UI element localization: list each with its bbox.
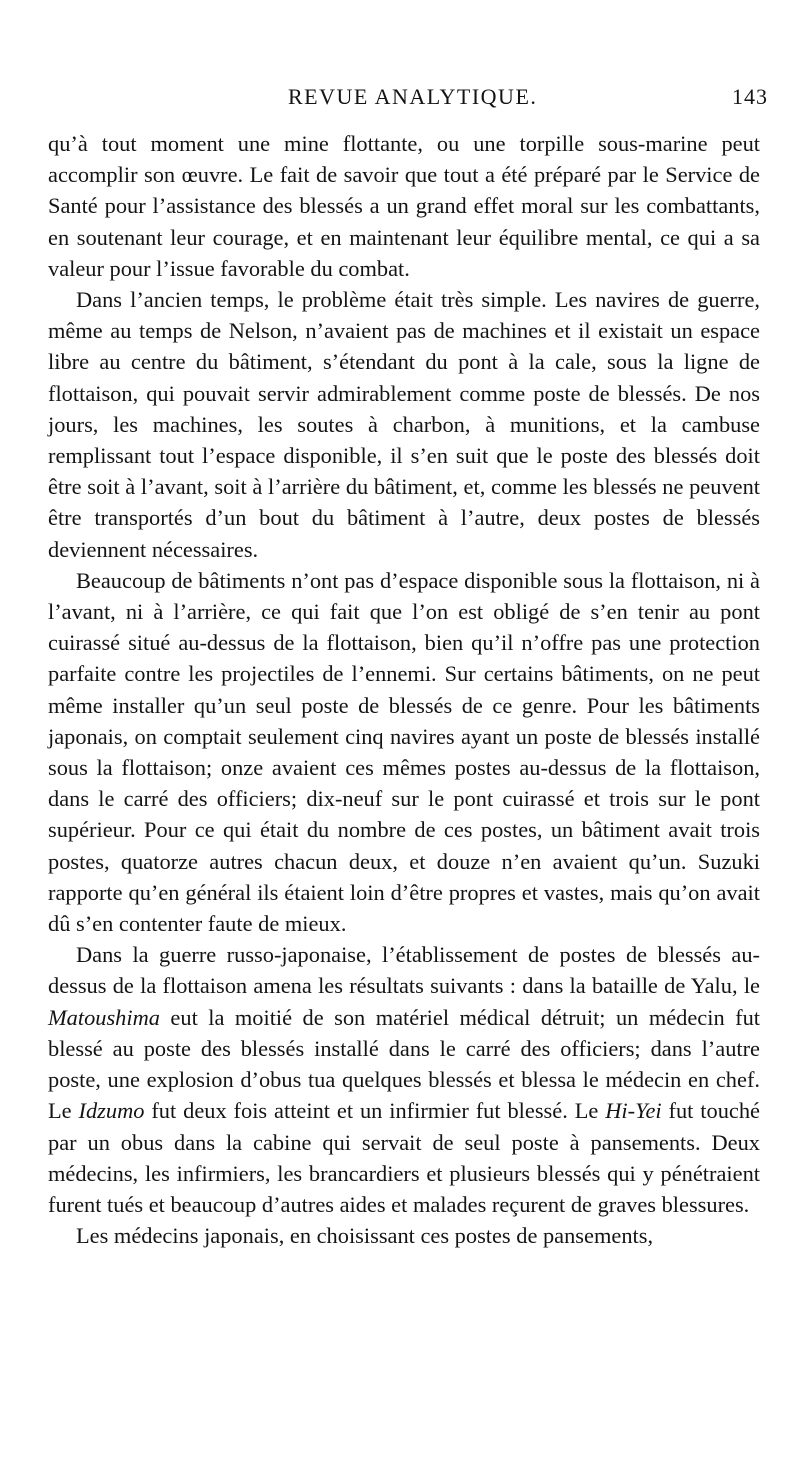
paragraph-text: Dans la guerre russo-japonaise, l’établissement de postes de blessés au-dessus de la flottaison amena les résultats suivants : dans la bataille de Yalu, le [48, 942, 760, 999]
paragraph-text: fut touché par un obus dans la cabine qui servait de seul poste à pansements. Deux médecins, les infirmiers, les brancardiers et plusieurs blessés qui y pénétraient furent tués et beaucoup d’autres aides et malades reçurent de graves blessures. [48, 1098, 760, 1217]
running-title: REVUE ANALYTIQUE. [288, 84, 538, 109]
paragraph-text: Beaucoup de bâtiments n’ont pas d’espace disponible sous la flottaison, ni à l’avant, ni à l’arrière, ce qui fait que l’on est obligé de s’en tenir au pont cuirassé situé au-dessus de la flottaison, bien qu’il n’offre pas une protection parfaite contre les projectiles de l’ennemi. Sur certains bâtiments, on ne peut même installer qu’un seul poste de blessés de ce genre. Pour les bâtiments japonais, on comptait seulement cinq navires ayant un poste de blessés installé sous la flottaison; onze avaient ces mêmes postes au-dessus de la flottaison, dans le carré des officiers; dix-neuf sur le pont cuirassé et trois sur le pont supérieur. Pour ce qui était du nombre de ces postes, un bâtiment avait trois postes, quatorze autres chacun deux, et douze n’en avaient qu’un. Suzuki rapporte qu’en général ils étaient loin d’être propres et vastes, mais qu’on avait dû s’en contenter faute de mieux. [48, 567, 760, 937]
paragraph-text: Dans l’ancien temps, le problème était très simple. Les navires de guerre, même au temps de Nelson, n’avaient pas de machines et il existait un espace libre au centre du bâtiment, s’étendant du pont à la cale, sous la ligne de flottaison, qui pouvait servir admirablement comme poste de blessés. De nos jours, les machines, les soutes à charbon, à munitions, et la cambuse remplissant tout l’espace disponible, il s’en suit que le poste des blessés doit être soit à l’avant, soit à l’arrière du bâtiment, et, comme les blessés ne peuvent être transportés d’un bout du bâtiment à l’autre, deux postes de blessés deviennent nécessaires. [48, 287, 760, 562]
paragraph-2 [48, 284, 760, 565]
ship-name-matoushima: Matoushima [48, 1004, 160, 1030]
page-number: 143 [732, 84, 768, 109]
paragraph-1 [48, 128, 760, 284]
paragraph-text: qu’à tout moment une mine flottante, ou une torpille sous-marine peut accomplir son œuvre. Le fait de savoir que tout a été préparé par le Service de Santé pour l’assistance des blessés a un grand effet moral sur les combattants, en soutenant leur courage, et en maintenant leur équilibre mental, ce qui a sa valeur pour l’issue favorable du combat. [48, 131, 760, 281]
ship-name-hi-yei: Hi-Yei [605, 1098, 662, 1124]
paragraph-5 [48, 1220, 760, 1251]
ship-name-idzumo: Idzumo [78, 1098, 145, 1124]
paragraph-text: eut la moitié de son matériel médical détruit; un médecin fut blessé au poste des blessés installé dans le carré des officiers; dans l’autre poste, une explosion d’obus tua quelques blessés et blessa le médecin en chef. Le [48, 1004, 760, 1124]
paragraph-text: fut deux fois atteint et un infirmier fut blessé. Le [144, 1098, 606, 1124]
running-head [48, 84, 768, 114]
paragraph-4 [48, 939, 760, 1220]
paragraph-text: Les médecins japonais, en choisissant ces postes de pansements, [76, 1223, 654, 1249]
body-text [48, 128, 760, 1251]
paragraph-3 [48, 565, 760, 939]
